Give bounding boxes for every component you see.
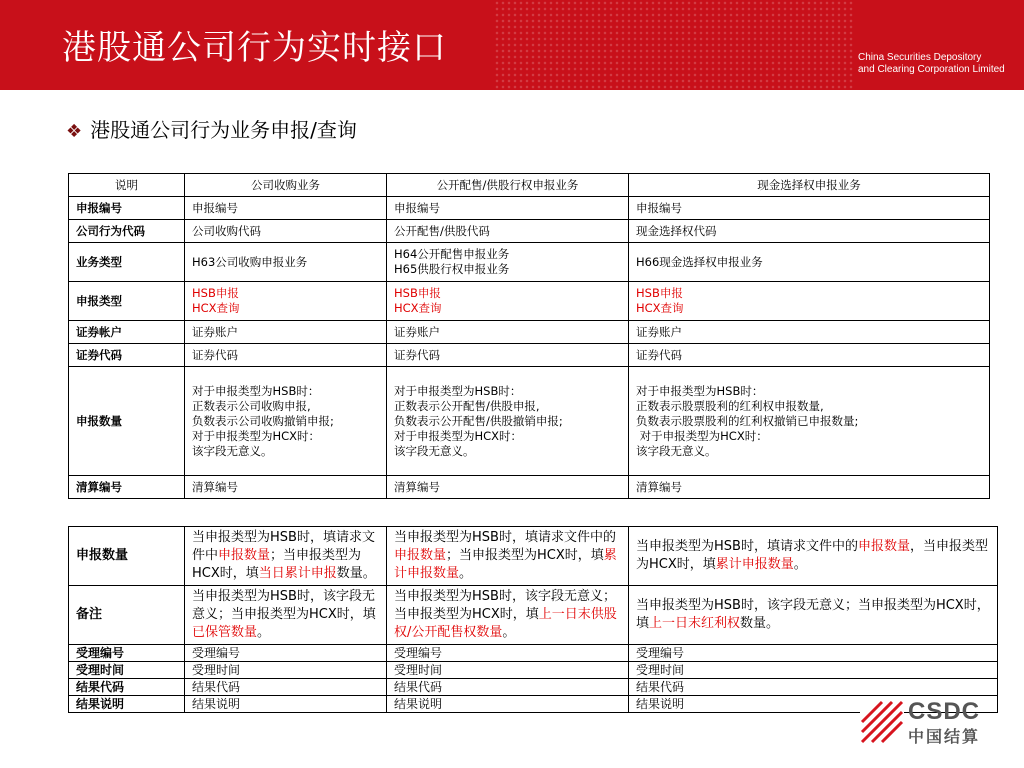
csdc-logo-mark-icon	[860, 700, 904, 744]
text-run: 当申报类型为HSB时，该字段无意义；当申报类型为HCX时，填	[192, 589, 376, 622]
table-cell: 公司收购代码	[185, 220, 387, 243]
highlight-text: 申报数量	[218, 548, 271, 563]
table-cell: 受理时间	[185, 662, 387, 679]
cell-line: 负数表示股票股利的红利权撤销已申报数量;	[636, 413, 859, 428]
table-cell: 证券账户	[185, 321, 387, 344]
column-header: 公开配售/供股行权申报业务	[387, 174, 629, 197]
table-row	[69, 645, 998, 662]
table-cell	[629, 586, 998, 645]
cell-line: HSB申报	[192, 286, 239, 300]
table-cell	[387, 527, 629, 586]
text-run: 当申报类型为HSB时，该字段无意义；当申报类型为HCX时，填	[394, 589, 616, 622]
row-label: 备注	[69, 586, 185, 645]
row-label: 清算编号	[69, 476, 185, 499]
table-row	[69, 696, 998, 713]
cell-line: H64公开配售申报业务	[394, 247, 510, 261]
table-cell	[387, 243, 629, 282]
table-cell: 申报编号	[629, 197, 990, 220]
table-cell	[629, 282, 990, 321]
table-row	[69, 476, 990, 499]
table-cell: 申报编号	[387, 197, 629, 220]
row-label: 证券代码	[69, 344, 185, 367]
header-banner	[0, 0, 1024, 90]
table-row	[69, 321, 990, 344]
highlight-text: 申报数量	[857, 539, 910, 554]
row-label: 结果代码	[69, 679, 185, 696]
table-cell	[629, 367, 990, 476]
section-heading-text: 港股通公司行为业务申报/查询	[90, 118, 357, 142]
text-run: 当申报类型为HSB时，填请求文件中	[192, 530, 375, 563]
table-cell: 结果代码	[185, 679, 387, 696]
text-run: 数量。	[740, 616, 780, 631]
cell-line: 正数表示股票股利的红利权申报数量,	[636, 398, 824, 413]
request-fields-table	[68, 173, 990, 499]
cell-line: HSB申报	[636, 286, 683, 300]
highlight-text: 已保管数量	[192, 625, 258, 640]
table-cell	[185, 367, 387, 476]
row-label: 申报数量	[69, 527, 185, 586]
cell-line: 该字段无意义。	[192, 443, 273, 458]
response-fields-table	[68, 526, 998, 713]
table-cell: 清算编号	[185, 476, 387, 499]
page-title: 港股通公司行为实时接口	[62, 28, 447, 68]
cell-line: 对于申报类型为HSB时：	[394, 383, 522, 398]
column-header: 现金选择权申报业务	[629, 174, 990, 197]
table-cell	[629, 527, 998, 586]
row-label: 受理时间	[69, 662, 185, 679]
cell-line: 对于申报类型为HCX时：	[636, 428, 768, 443]
section-heading	[66, 114, 357, 143]
table-cell: 结果代码	[629, 679, 998, 696]
table-cell: 受理时间	[629, 662, 998, 679]
table-row	[69, 243, 990, 282]
csdc-logo	[860, 700, 990, 746]
table-header-row	[69, 174, 990, 197]
highlight-text: 累计申报数量	[715, 557, 794, 572]
text-run: 当申报类型为HSB时，填请求文件中的	[636, 539, 858, 554]
table-cell	[185, 586, 387, 645]
table-cell	[185, 282, 387, 321]
table-cell: 结果说明	[629, 696, 998, 713]
cell-line: HCX查询	[192, 301, 240, 315]
table-cell: H66现金选择权申报业务	[629, 243, 990, 282]
table-row	[69, 344, 990, 367]
text-run: ；当申报类型为HCX时，填	[446, 548, 604, 563]
cell-line: 该字段无意义。	[394, 443, 475, 458]
row-label: 业务类型	[69, 243, 185, 282]
column-header: 公司收购业务	[185, 174, 387, 197]
table-row	[69, 220, 990, 243]
world-map-decoration	[494, 0, 854, 90]
table-cell: 公开配售/供股代码	[387, 220, 629, 243]
text-run: 。	[257, 625, 271, 640]
highlight-text: 上一日末供股权/公开配售权数量	[394, 607, 617, 640]
table-cell: 申报编号	[185, 197, 387, 220]
highlight-text: 累计申报数量	[394, 548, 617, 581]
cell-line: 对于申报类型为HSB时：	[192, 383, 320, 398]
table-cell: 受理编号	[185, 645, 387, 662]
text-run: 当申报类型为HSB时，该字段无意义；当申报类型为HCX时，填	[636, 598, 990, 631]
table-cell: 证券账户	[629, 321, 990, 344]
text-run: 。	[793, 557, 807, 572]
table-cell	[387, 586, 629, 645]
cell-line: HCX查询	[394, 301, 442, 315]
table-cell	[185, 527, 387, 586]
table-row	[69, 367, 990, 476]
cell-line: HSB申报	[394, 286, 441, 300]
cell-line: 该字段无意义。	[636, 443, 717, 458]
logo-brand-text: CSDC	[908, 698, 981, 725]
highlight-text: 当日累计申报	[258, 566, 337, 581]
table-row	[69, 586, 998, 645]
text-run: 。	[502, 625, 516, 640]
company-name-line1: China Securities Depository	[858, 52, 982, 63]
table-cell: 证券代码	[185, 344, 387, 367]
row-label: 申报数量	[69, 367, 185, 476]
cell-line: HCX查询	[636, 301, 684, 315]
table-cell: H63公司收购申报业务	[185, 243, 387, 282]
table-row	[69, 679, 998, 696]
text-run: ，当申报类型为HCX时，填	[636, 539, 988, 572]
cell-line: 负数表示公司收购撤销申报;	[192, 413, 334, 428]
text-run: ；当申报类型为HCX时，填	[192, 548, 362, 581]
table-cell: 现金选择权代码	[629, 220, 990, 243]
row-label: 证券帐户	[69, 321, 185, 344]
table-cell	[387, 282, 629, 321]
table-cell: 清算编号	[629, 476, 990, 499]
table-row	[69, 527, 998, 586]
row-label: 结果说明	[69, 696, 185, 713]
table-cell: 结果说明	[387, 696, 629, 713]
table-cell: 证券代码	[387, 344, 629, 367]
cell-line: 对于申报类型为HCX时：	[192, 428, 321, 443]
company-name	[858, 52, 1005, 76]
row-label: 申报类型	[69, 282, 185, 321]
table-row	[69, 662, 998, 679]
row-label: 受理编号	[69, 645, 185, 662]
text-run: 。	[459, 566, 473, 581]
text-run: 数量。	[336, 566, 376, 581]
diamond-bullet-icon: ❖	[66, 121, 83, 142]
table-cell: 受理时间	[387, 662, 629, 679]
cell-line: 正数表示公开配售/供股申报,	[394, 398, 540, 413]
highlight-text: 上一日末红利权	[649, 616, 741, 631]
row-label: 公司行为代码	[69, 220, 185, 243]
cell-line: 负数表示公开配售/供股撤销申报;	[394, 413, 563, 428]
text-run: 当申报类型为HSB时，填请求文件中的	[394, 530, 616, 545]
table-cell: 结果代码	[387, 679, 629, 696]
cell-line: 对于申报类型为HCX时：	[394, 428, 523, 443]
row-label: 申报编号	[69, 197, 185, 220]
table-cell: 证券账户	[387, 321, 629, 344]
table-cell: 受理编号	[629, 645, 998, 662]
table-cell: 结果说明	[185, 696, 387, 713]
cell-line: 正数表示公司收购申报,	[192, 398, 311, 413]
company-name-line2: and Clearing Corporation Limited	[858, 64, 1005, 75]
logo-chinese-text: 中国结算	[908, 727, 981, 746]
table-cell	[387, 367, 629, 476]
table-cell: 清算编号	[387, 476, 629, 499]
table-cell: 证券代码	[629, 344, 990, 367]
highlight-text: 申报数量	[394, 548, 447, 563]
cell-line: 对于申报类型为HSB时：	[636, 383, 764, 398]
table-row	[69, 282, 990, 321]
column-header: 说明	[69, 174, 185, 197]
cell-line: H65供股行权申报业务	[394, 262, 510, 276]
table-cell: 受理编号	[387, 645, 629, 662]
table-row	[69, 197, 990, 220]
